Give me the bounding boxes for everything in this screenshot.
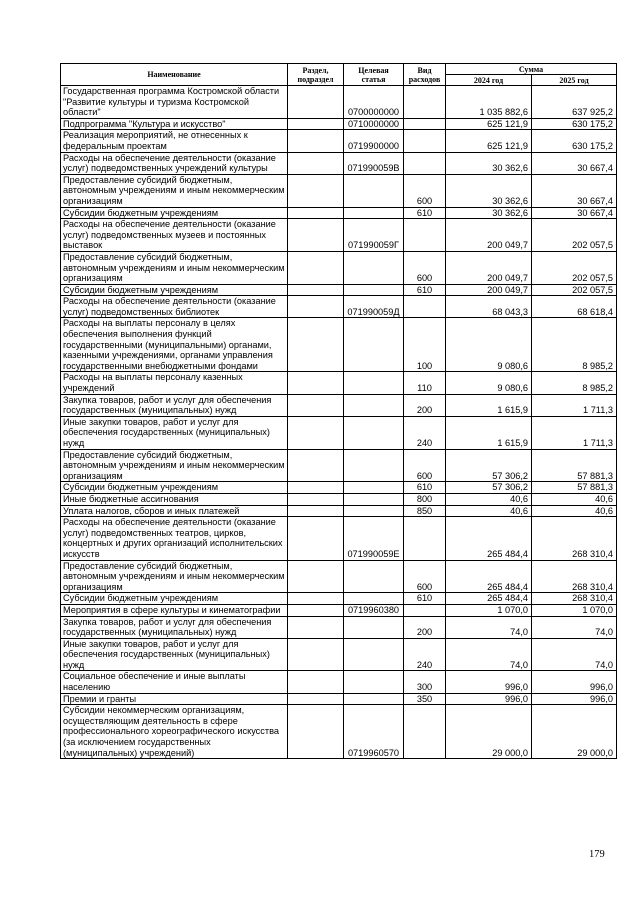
row-target: 0700000000 xyxy=(344,86,404,119)
row-target xyxy=(344,560,404,593)
row-target xyxy=(344,671,404,693)
row-sum-2024: 1 070,0 xyxy=(446,604,532,616)
row-type: 600 xyxy=(404,251,446,284)
row-type: 350 xyxy=(404,693,446,705)
row-sum-2024: 30 362,6 xyxy=(446,174,532,207)
table-row xyxy=(61,482,617,494)
row-sum-2024: 57 306,2 xyxy=(446,449,532,482)
row-target: 0719960570 xyxy=(344,705,404,759)
table-row xyxy=(61,296,617,318)
row-section xyxy=(288,219,344,252)
table-row xyxy=(61,86,617,119)
row-name: Расходы на выплаты персоналу казенных учреждений xyxy=(61,372,288,394)
row-type xyxy=(404,86,446,119)
row-section xyxy=(288,318,344,372)
row-target xyxy=(344,638,404,671)
row-target xyxy=(344,207,404,219)
row-sum-2024: 200 049,7 xyxy=(446,251,532,284)
table-row xyxy=(61,318,617,372)
row-target: 0710000000 xyxy=(344,118,404,130)
row-section xyxy=(288,505,344,517)
row-section xyxy=(288,482,344,494)
row-type: 610 xyxy=(404,482,446,494)
header-year-2025: 2025 год xyxy=(532,75,617,86)
row-sum-2025: 74,0 xyxy=(532,616,617,638)
row-section xyxy=(288,638,344,671)
row-sum-2024: 9 080,6 xyxy=(446,318,532,372)
row-sum-2025: 57 881,3 xyxy=(532,449,617,482)
row-section xyxy=(288,671,344,693)
row-sum-2025: 40,6 xyxy=(532,505,617,517)
row-sum-2025: 202 057,5 xyxy=(532,284,617,296)
row-section xyxy=(288,372,344,394)
row-target: 071990059Е xyxy=(344,517,404,560)
row-sum-2024: 9 080,6 xyxy=(446,372,532,394)
table-row xyxy=(61,118,617,130)
row-name: Субсидии бюджетным учреждениям xyxy=(61,593,288,605)
row-sum-2025: 57 881,3 xyxy=(532,482,617,494)
table-row xyxy=(61,638,617,671)
row-type xyxy=(404,604,446,616)
row-sum-2025: 8 985,2 xyxy=(532,372,617,394)
row-name: Премии и гранты xyxy=(61,693,288,705)
row-name: Государственная программа Костромской области "Развитие культуры и туризма Костромской области" xyxy=(61,86,288,119)
table-row xyxy=(61,604,617,616)
row-sum-2024: 625 121,9 xyxy=(446,130,532,152)
row-sum-2024: 30 362,6 xyxy=(446,152,532,174)
row-sum-2024: 40,6 xyxy=(446,493,532,505)
table-row xyxy=(61,394,617,416)
row-type: 610 xyxy=(404,593,446,605)
row-sum-2024: 265 484,4 xyxy=(446,517,532,560)
page-number: 179 xyxy=(589,849,605,860)
row-name: Расходы на обеспечение деятельности (оказание услуг) подведомственных театров, цирков, концертных и других организаций исполнительских искусств xyxy=(61,517,288,560)
table-row xyxy=(61,616,617,638)
row-type: 300 xyxy=(404,671,446,693)
row-target xyxy=(344,372,404,394)
row-sum-2025: 30 667,4 xyxy=(532,207,617,219)
row-section xyxy=(288,493,344,505)
row-target xyxy=(344,482,404,494)
row-type: 600 xyxy=(404,174,446,207)
row-type xyxy=(404,118,446,130)
row-target xyxy=(344,394,404,416)
row-name: Расходы на обеспечение деятельности (оказание услуг) подведомственных учреждений культуры xyxy=(61,152,288,174)
table-row xyxy=(61,449,617,482)
row-target xyxy=(344,616,404,638)
row-target xyxy=(344,593,404,605)
row-sum-2025: 996,0 xyxy=(532,671,617,693)
row-sum-2025: 29 000,0 xyxy=(532,705,617,759)
row-type xyxy=(404,152,446,174)
row-sum-2025: 68 618,4 xyxy=(532,296,617,318)
table-row xyxy=(61,593,617,605)
row-section xyxy=(288,604,344,616)
row-name: Субсидии бюджетным учреждениям xyxy=(61,284,288,296)
row-type xyxy=(404,219,446,252)
row-section xyxy=(288,174,344,207)
row-sum-2024: 200 049,7 xyxy=(446,219,532,252)
row-name: Иные закупки товаров, работ и услуг для обеспечения государственных (муниципальных) нужд xyxy=(61,416,288,449)
row-sum-2025: 268 310,4 xyxy=(532,593,617,605)
table-row xyxy=(61,130,617,152)
row-name: Мероприятия в сфере культуры и кинематографии xyxy=(61,604,288,616)
row-section xyxy=(288,86,344,119)
row-name: Закупка товаров, работ и услуг для обеспечения государственных (муниципальных) нужд xyxy=(61,616,288,638)
row-sum-2025: 1 711,3 xyxy=(532,416,617,449)
row-name: Уплата налогов, сборов и иных платежей xyxy=(61,505,288,517)
row-name: Расходы на обеспечение деятельности (оказание услуг) подведомственных библиотек xyxy=(61,296,288,318)
row-sum-2025: 268 310,4 xyxy=(532,517,617,560)
table-row xyxy=(61,560,617,593)
row-sum-2024: 29 000,0 xyxy=(446,705,532,759)
row-sum-2024: 996,0 xyxy=(446,671,532,693)
row-name: Реализация мероприятий, не отнесенных к федеральным проектам xyxy=(61,130,288,152)
row-sum-2025: 996,0 xyxy=(532,693,617,705)
row-target: 071990059В xyxy=(344,152,404,174)
row-type xyxy=(404,130,446,152)
row-section xyxy=(288,560,344,593)
row-target: 071990059Д xyxy=(344,296,404,318)
row-sum-2025: 74,0 xyxy=(532,638,617,671)
row-type: 240 xyxy=(404,416,446,449)
table-row xyxy=(61,284,617,296)
row-name: Иные закупки товаров, работ и услуг для обеспечения государственных (муниципальных) нужд xyxy=(61,638,288,671)
table-row xyxy=(61,251,617,284)
row-type xyxy=(404,705,446,759)
row-target xyxy=(344,416,404,449)
header-section: Раздел, подраздел xyxy=(288,64,344,86)
row-section xyxy=(288,394,344,416)
row-target: 071990059Г xyxy=(344,219,404,252)
row-section xyxy=(288,130,344,152)
row-target xyxy=(344,284,404,296)
row-name: Предоставление субсидий бюджетным, автономным учреждениям и иным некоммерческим организациям xyxy=(61,560,288,593)
row-sum-2024: 265 484,4 xyxy=(446,560,532,593)
row-sum-2025: 40,6 xyxy=(532,493,617,505)
row-type: 100 xyxy=(404,318,446,372)
row-sum-2025: 202 057,5 xyxy=(532,251,617,284)
row-name: Подпрограмма "Культура и искусство" xyxy=(61,118,288,130)
row-target xyxy=(344,493,404,505)
row-type: 600 xyxy=(404,560,446,593)
row-sum-2024: 74,0 xyxy=(446,616,532,638)
row-sum-2024: 625 121,9 xyxy=(446,118,532,130)
header-name: Наименование xyxy=(61,64,288,86)
row-sum-2025: 1 070,0 xyxy=(532,604,617,616)
row-section xyxy=(288,517,344,560)
row-name: Предоставление субсидий бюджетным, автономным учреждениям и иным некоммерческим организациям xyxy=(61,174,288,207)
table-row xyxy=(61,372,617,394)
row-sum-2025: 268 310,4 xyxy=(532,560,617,593)
row-section xyxy=(288,296,344,318)
table-row xyxy=(61,705,617,759)
row-target xyxy=(344,174,404,207)
row-section xyxy=(288,616,344,638)
row-sum-2024: 74,0 xyxy=(446,638,532,671)
header-type: Вид расходов xyxy=(404,64,446,86)
row-sum-2024: 1 615,9 xyxy=(446,416,532,449)
table-row xyxy=(61,152,617,174)
table-row xyxy=(61,517,617,560)
row-name: Предоставление субсидий бюджетным, автономным учреждениям и иным некоммерческим организациям xyxy=(61,251,288,284)
row-type: 800 xyxy=(404,493,446,505)
table-row xyxy=(61,493,617,505)
row-section xyxy=(288,593,344,605)
row-sum-2024: 40,6 xyxy=(446,505,532,517)
row-name: Расходы на выплаты персоналу в целях обеспечения выполнения функций государственными (муниципальными) органами, казенными учреждениями, органами управления государственными внебюджетными фондами xyxy=(61,318,288,372)
row-type: 610 xyxy=(404,207,446,219)
header-sum: Сумма xyxy=(446,64,617,75)
header-target: Целевая статья xyxy=(344,64,404,86)
row-sum-2025: 630 175,2 xyxy=(532,118,617,130)
budget-table xyxy=(60,63,617,759)
table-row xyxy=(61,207,617,219)
row-sum-2025: 30 667,4 xyxy=(532,152,617,174)
row-name: Субсидии бюджетным учреждениям xyxy=(61,207,288,219)
row-target: 0719900000 xyxy=(344,130,404,152)
row-name: Предоставление субсидий бюджетным, автономным учреждениям и иным некоммерческим организациям xyxy=(61,449,288,482)
row-section xyxy=(288,152,344,174)
row-sum-2025: 630 175,2 xyxy=(532,130,617,152)
row-type: 850 xyxy=(404,505,446,517)
row-sum-2024: 265 484,4 xyxy=(446,593,532,605)
row-target: 0719960380 xyxy=(344,604,404,616)
row-sum-2024: 200 049,7 xyxy=(446,284,532,296)
table-row xyxy=(61,416,617,449)
row-sum-2024: 57 306,2 xyxy=(446,482,532,494)
row-sum-2024: 68 043,3 xyxy=(446,296,532,318)
row-name: Иные бюджетные ассигнования xyxy=(61,493,288,505)
row-name: Расходы на обеспечение деятельности (оказание услуг) подведомственных музеев и постоянных выставок xyxy=(61,219,288,252)
row-sum-2025: 202 057,5 xyxy=(532,219,617,252)
row-sum-2025: 637 925,2 xyxy=(532,86,617,119)
row-sum-2024: 1 035 882,6 xyxy=(446,86,532,119)
row-sum-2025: 1 711,3 xyxy=(532,394,617,416)
row-type xyxy=(404,296,446,318)
row-section xyxy=(288,118,344,130)
row-sum-2024: 996,0 xyxy=(446,693,532,705)
row-sum-2024: 30 362,6 xyxy=(446,207,532,219)
row-type: 110 xyxy=(404,372,446,394)
row-section xyxy=(288,207,344,219)
row-name: Субсидии некоммерческим организациям, осуществляющим деятельность в сфере профессионального хореографического искусства (за исключением государственных (муниципальных) учреждений) xyxy=(61,705,288,759)
row-section xyxy=(288,416,344,449)
row-section xyxy=(288,449,344,482)
table-row xyxy=(61,693,617,705)
row-section xyxy=(288,693,344,705)
table-row xyxy=(61,219,617,252)
row-type: 200 xyxy=(404,394,446,416)
row-name: Субсидии бюджетным учреждениям xyxy=(61,482,288,494)
table-row xyxy=(61,505,617,517)
row-type: 600 xyxy=(404,449,446,482)
row-section xyxy=(288,705,344,759)
row-name: Закупка товаров, работ и услуг для обеспечения государственных (муниципальных) нужд xyxy=(61,394,288,416)
row-type xyxy=(404,517,446,560)
table-row xyxy=(61,671,617,693)
row-target xyxy=(344,449,404,482)
row-section xyxy=(288,251,344,284)
header-year-2024: 2024 год xyxy=(446,75,532,86)
row-target xyxy=(344,693,404,705)
row-target xyxy=(344,251,404,284)
row-name: Социальное обеспечение и иные выплаты населению xyxy=(61,671,288,693)
row-sum-2024: 1 615,9 xyxy=(446,394,532,416)
row-type: 610 xyxy=(404,284,446,296)
row-target xyxy=(344,505,404,517)
row-target xyxy=(344,318,404,372)
row-sum-2025: 8 985,2 xyxy=(532,318,617,372)
row-type: 240 xyxy=(404,638,446,671)
row-sum-2025: 30 667,4 xyxy=(532,174,617,207)
table-row xyxy=(61,174,617,207)
row-section xyxy=(288,284,344,296)
row-type: 200 xyxy=(404,616,446,638)
